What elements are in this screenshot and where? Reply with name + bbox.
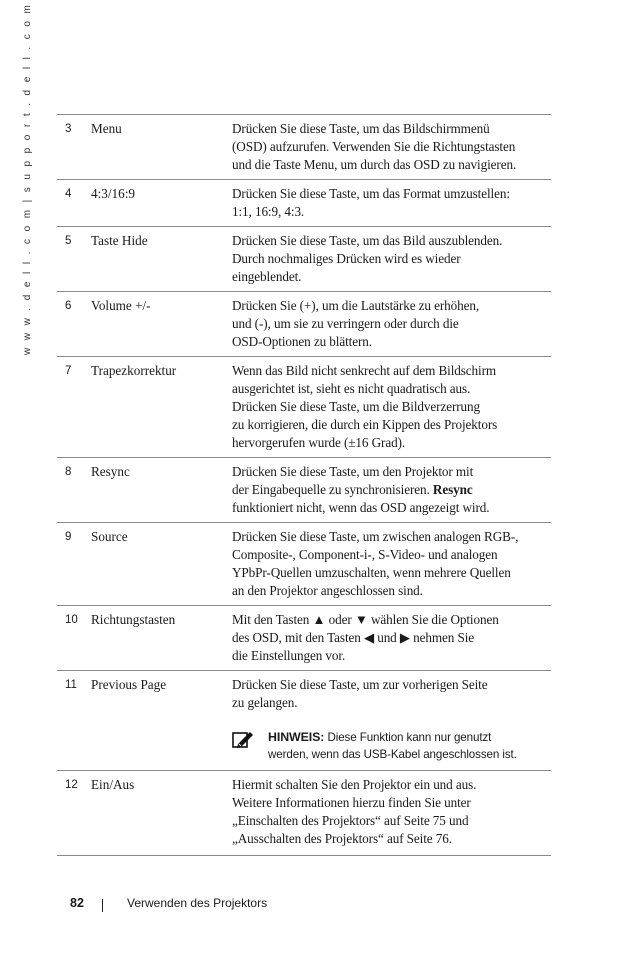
page-number: 82 [70,895,84,910]
table-row [57,458,551,523]
note-pencil-icon [232,729,268,763]
row-number: 7 [65,365,72,377]
row-number: 6 [65,300,72,312]
row-number: 12 [65,779,78,791]
resync-bold: Resync [432,482,473,497]
note-box [232,729,551,763]
row-description: Drücken Sie diese Taste, um das Bildschirmmenü (OSD) aufzurufen. Verwenden Sie die Richtungstasten und die Taste Menu, um durch das OSD zu navigieren. [232,121,517,172]
footer-divider [102,899,103,912]
table-row [57,115,551,180]
table-row [57,292,551,357]
table-row [57,523,551,606]
row-name: 4:3/16:9 [91,186,135,201]
table-row [57,671,551,771]
row-name: Richtungstasten [91,612,176,627]
side-url: w w w . d e l l . c o m | s u p p o r t . d e l l . c o m [22,2,33,355]
row-description: Wenn das Bild nicht senkrecht auf dem Bildschirm ausgerichtet ist, sieht es nicht quadratisch aus. Drücken Sie diese Taste, um die Bildverzerrung zu korrigieren, die durch ein Kippen des Projektors hervorgerufen wurde (±16 Grad). [232,363,498,450]
table-row [57,227,551,292]
note-text: HINWEIS: Diese Funktion kann nur genutzt werden, wenn das USB-Kabel angeschlossen ist. [268,730,517,761]
row-name: Menu [91,121,122,136]
row-name: Taste Hide [91,233,148,248]
row-name: Source [91,529,128,544]
row-number: 8 [65,466,72,478]
row-name: Previous Page [91,677,167,692]
row-number: 4 [65,188,72,200]
section-title: Verwenden des Projektors [127,895,268,910]
row-description: Drücken Sie diese Taste, um das Format umzustellen: 1:1, 16:9, 4:3. [232,186,510,219]
row-description: Drücken Sie diese Taste, um den Projektor mit der Eingabequelle zu synchronisieren. Resync funktioniert nicht, wenn das OSD angezeigt wird. [232,464,490,515]
row-number: 5 [65,235,72,247]
row-description: Drücken Sie (+), um die Lautstärke zu erhöhen, und (-), um sie zu verringern oder durch die OSD-Optionen zu blättern. [232,298,480,349]
row-description: Mit den Tasten ▲ oder ▼ wählen Sie die Optionen des OSD, mit den Tasten ◀ und ▶ nehmen Sie die Einstellungen vor. [232,612,499,663]
table-row [57,180,551,227]
note-label: HINWEIS: [268,730,325,744]
row-name: Volume +/- [91,298,151,313]
row-number: 3 [65,123,72,135]
table-row [57,771,551,856]
row-name: Resync [91,464,130,479]
row-description: Drücken Sie diese Taste, um zwischen analogen RGB-, Composite-, Component-i-, S-Video- und analogen YPbPr-Quellen umzuschalten, wenn mehrere Quellen an den Projektor angeschlossen sind. [232,529,519,598]
table-row [57,357,551,458]
row-description: Drücken Sie diese Taste, um das Bild auszublenden. Durch nochmaliges Drücken wird es wieder eingeblendet. [232,233,503,284]
row-number: 9 [65,531,72,543]
row-name: Ein/Aus [91,777,135,792]
row-description: Hiermit schalten Sie den Projektor ein und aus. Weitere Informationen hierzu finden Sie unter „Einschalten des Projektors“ auf Seite 75 und „Ausschalten des Projektors“ auf Seite 76. [232,777,477,846]
page-footer [70,893,267,912]
row-description: Drücken Sie diese Taste, um zur vorherigen Seite zu gelangen. HINWEIS: Diese Funktion kann nur genutzt werden, wenn das USB-Kabel angeschlossen ist. [232,676,551,765]
row-number: 11 [65,679,77,691]
button-table [57,114,551,856]
table-row [57,606,551,671]
row-number: 10 [65,614,78,626]
row-name: Trapezkorrektur [91,363,177,378]
